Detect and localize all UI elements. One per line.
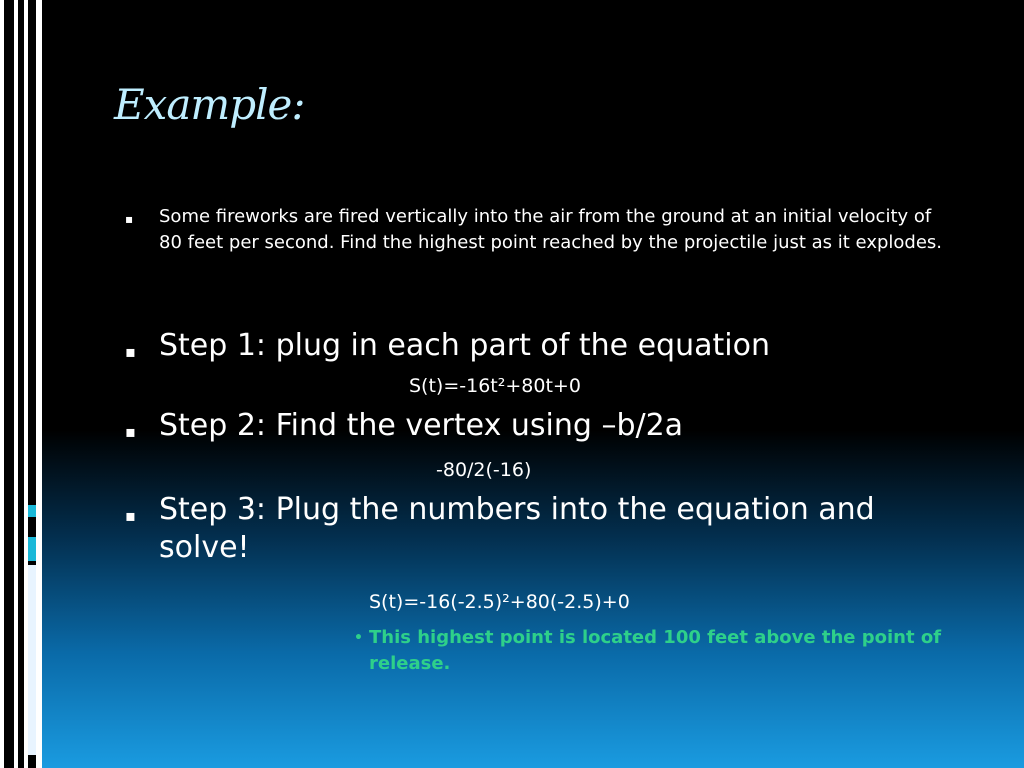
strip-accent-bar: [28, 505, 36, 517]
step-2-bullet: [125, 407, 684, 445]
step-1-bullet: [125, 327, 770, 365]
step-3-bullet: [125, 491, 959, 567]
step-3-text: Step 3: Plug the numbers into the equation and solve!: [159, 492, 875, 565]
strip-accent-bar: [28, 565, 36, 755]
left-decorative-strip: [0, 0, 42, 768]
bullet-marker: ▪: [125, 506, 136, 525]
bullet-marker: ▪: [125, 422, 136, 441]
conclusion-marker: •: [354, 630, 363, 646]
conclusion-bullet: [354, 625, 949, 677]
conclusion-text: This highest point is located 100 feet above the point of release.: [369, 627, 942, 674]
bullet-marker: ▪: [125, 342, 136, 361]
step-3-equation: S(t)=-16(-2.5)²+80(-2.5)+0: [369, 591, 630, 613]
step-1-equation: S(t)=-16t²+80t+0: [409, 375, 581, 397]
problem-bullet: [125, 204, 959, 256]
slide-title: Example:: [114, 80, 305, 129]
problem-text: Some fireworks are fired vertically into the air from the ground at an initial velocity of 80 feet per second. Find the highest point reached by the projectile just as it explodes.: [159, 206, 943, 253]
step-1-text: Step 1: plug in each part of the equation: [159, 328, 770, 363]
bullet-marker: ▪: [125, 212, 134, 226]
step-2-equation: -80/2(-16): [436, 459, 532, 481]
strip-accent-bar: [18, 0, 24, 768]
strip-accent-bar: [28, 537, 36, 561]
strip-accent-bar: [4, 0, 14, 768]
step-2-text: Step 2: Find the vertex using –b/2a: [159, 408, 684, 443]
